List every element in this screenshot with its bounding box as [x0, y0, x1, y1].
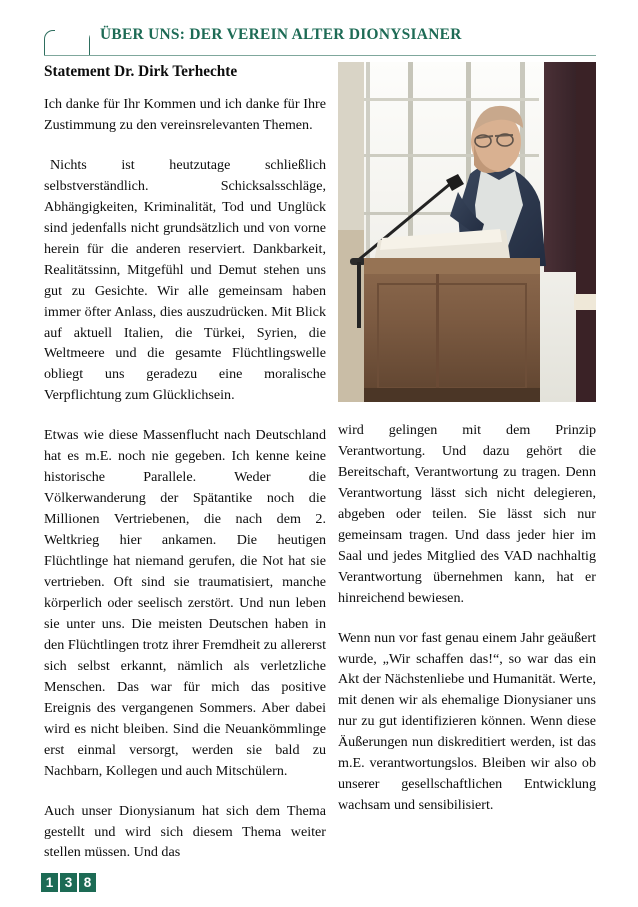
paragraph: Ich danke für Ihr Kommen und ich danke für Ihre Zustimmung zu den vereinsrelevanten Themen.: [44, 96, 326, 133]
paragraph: Auch unser Dionysianum hat sich dem Thema gestellt und wird sich diesem Thema weiter stellen müssen. Und das: [44, 802, 326, 861]
article-column-right: [338, 420, 596, 816]
running-head-title: ÜBER UNS: DER VEREIN ALTER DIONYSIANER: [100, 26, 462, 43]
page-number-folio: [41, 873, 96, 892]
bracket-ornament-mask: [55, 29, 89, 51]
paragraph: Etwas wie diese Massenflucht nach Deutschland hat es m.E. noch nie gegeben. Ich kenne keine historische Parallele. Weder die Völkerwanderung der Spätantike noch die Millionen Vertriebenen, die nach dem 2. Weltkrieg hier ankamen. Die heutigen Flüchtlinge hat niemand gerufen, die Not hat sie vertrieben. Oft sind sie traumatisiert, manche körperlich oder seelisch zerstört. Und nun leben sie unter uns. Die meisten Deutschen haben in den Flüchtlingen trotz ihrer Fremdheit zu allererst sich selbst erkannt, nämlich als verletzliche Menschen. Das war für mich das positive Ereignis des vergangenen Sommers. Aber dabei wird es nicht bleiben. Sind die Neuankömmlinge erst einmal versorgt, werden sie bald zu Nachbarn, Kollegen und auch Mitschülern.: [44, 427, 326, 779]
paragraph: Nichts ist heutzutage schließlich selbstverständlich. Schicksalsschläge, Abhängigkeiten, Kriminalität, Tod und Unglück sind jedenfalls nicht grundsätzlich und von vorne herein für die anderen reserviert. Dankbarkeit, Realitätssinn, Mitgefühl und Demut stehen uns gut zu Gesichte. Wir alle gemeinsam haben immer öfter Anlass, dies auszudrücken. Mit Blick auf aktuell Italien, die Türkei, Syrien, die Weltmeere und die gesamte Flüchtlingswelle obliegt uns geradezu eine moralische Verpflichtung zum Glücklichsein.: [44, 156, 326, 404]
paragraph: Wenn nun vor fast genau einem Jahr geäußert wurde, „Wir schaffen das!“, so war das ein Akt der Nächstenliebe und Humanität. Werte, mit denen wir als ehemalige Dionysianer uns nur zu gut identifizieren können. Wenn diese Äußerungen nun diskreditiert werden, ist das m.E. verantwortungslos. Bleiben wir also ob unserer gesellschaftlichen Entwicklung wachsam und sensibilisiert.: [338, 629, 596, 814]
article-column-left: [44, 62, 326, 863]
folio-digit: 3: [60, 873, 77, 892]
photo-illustration: [338, 62, 596, 402]
folio-digit: 1: [41, 873, 58, 892]
header-divider: [44, 55, 596, 56]
page-title: Statement Dr. Dirk Terhechte: [44, 63, 238, 80]
paragraph: wird gelingen mit dem Prinzip Verantwortung. Und dazu gehört die Bereitschaft, Verantwortung zu tragen. Denn Verantwortung lässt sich nicht delegieren, abgeben oder teilen. Sie lässt sich nur gemeinsam tragen. Und dass jeder hier im Saal und jedes Mitglied des VAD nachhaltig Verantwortung übernehmen kann, hat er hinreichend bewiesen.: [338, 422, 596, 606]
article-photo: [338, 62, 596, 402]
folio-digit: 8: [79, 873, 96, 892]
